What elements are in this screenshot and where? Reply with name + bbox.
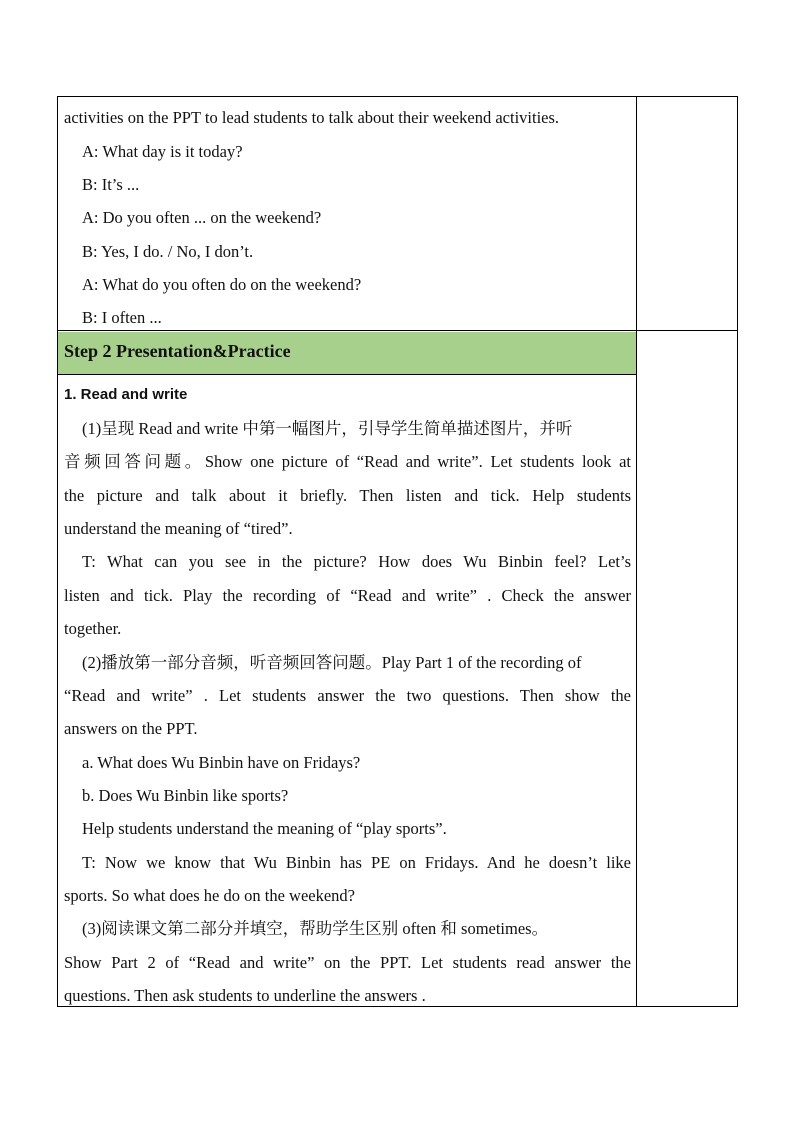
step-title: Step 2 Presentation&Practice — [64, 341, 291, 361]
step2-line-11: a. What does Wu Binbin have on Fridays? — [82, 753, 361, 772]
row1-line-4: A: Do you often ... on the weekend? — [82, 208, 322, 227]
step2-line-16: (3)阅读课文第二部分并填空，帮助学生区别 often 和 sometimes。 — [82, 919, 549, 938]
row1-line-7: B: I often ... — [82, 308, 162, 327]
step2-line-18: questions. Then ask students to underline the answers . — [64, 986, 426, 1005]
step2-line-1: (1)呈现 Read and write 中第一幅图片，引导学生简单描述图片，并听 — [82, 419, 573, 438]
step2-line-10: answers on the PPT. — [64, 719, 198, 738]
row1-line-1: activities on the PPT to lead students to talk about their weekend activities. — [64, 108, 560, 127]
row1-line-5: B: Yes, I do. / No, I don’t. — [82, 242, 254, 261]
table-border-left — [57, 96, 58, 1007]
table-border-right — [737, 96, 738, 1007]
step2-line-9: “Read and write” . Let students answer the two questions. Then show the — [64, 686, 631, 705]
step-header-bottom-border — [57, 374, 637, 375]
step2-line-8: (2)播放第一部分音频，听音频回答问题。Play Part 1 of the recording of — [82, 653, 582, 672]
step2-line-5: T: What can you see in the picture? How does Wu Binbin feel? Let’s — [82, 552, 631, 571]
step2-line-7: together. — [64, 619, 122, 638]
step2-line-14: T: Now we know that Wu Binbin has PE on Fridays. And he doesn’t like — [82, 853, 631, 872]
row1-line-6: A: What do you often do on the weekend? — [82, 275, 362, 294]
section-title: 1. Read and write — [64, 386, 188, 403]
step2-line-17: Show Part 2 of “Read and write” on the PPT. Let students read answer the — [64, 953, 631, 972]
step2-line-15: sports. So what does he do on the weekend? — [64, 886, 355, 905]
step2-line-12: b. Does Wu Binbin like sports? — [82, 786, 289, 805]
step2-line-3: the picture and talk about it briefly. Then listen and tick. Help students — [64, 486, 631, 505]
table-column-divider — [636, 96, 637, 1007]
table-row-divider — [57, 330, 738, 331]
row1-line-2: A: What day is it today? — [82, 142, 243, 161]
step2-line-2: 音频回答问题。Show one picture of “Read and write”. Let students look at — [64, 452, 631, 471]
step2-line-13: Help students understand the meaning of “play sports”. — [82, 819, 447, 838]
step2-line-4: understand the meaning of “tired”. — [64, 519, 293, 538]
row1-line-3: B: It’s ... — [82, 175, 140, 194]
step2-line-6: listen and tick. Play the recording of “Read and write” . Check the answer — [64, 586, 631, 605]
